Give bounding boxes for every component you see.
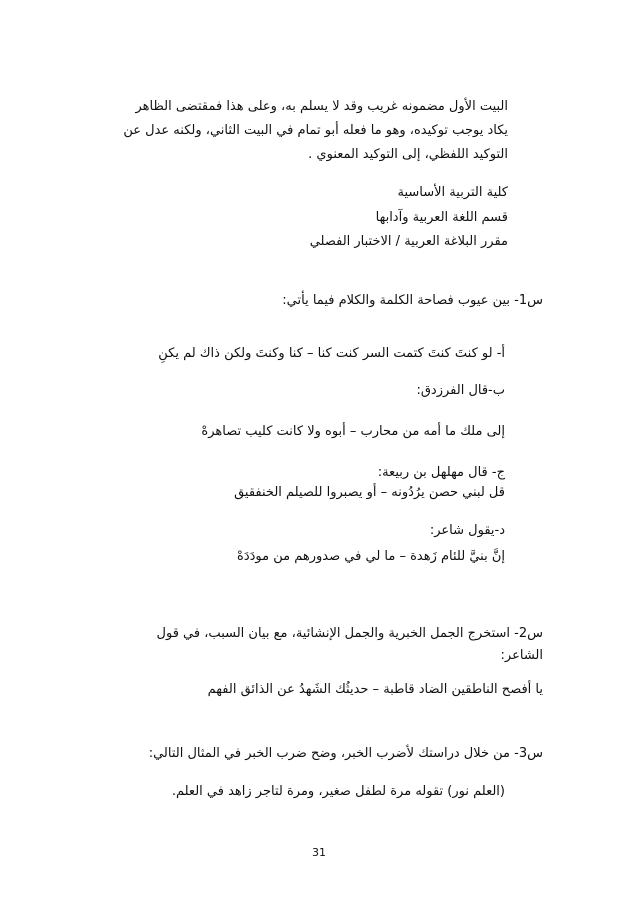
header-course: مقرر البلاغة العربية / الاختبار الفصلي [309,234,508,249]
page-number: 31 [312,846,326,859]
header-department: قسم اللغة العربية وآدابها [375,210,508,225]
question-2-title-cont: الشاعر: [500,648,543,663]
q1-item-a: أ- لو كنتَ كنتَ كتمت السر كنت كنا – كنا وكنتَ ولكن ذاك لم يكنِ [158,346,505,361]
intro-line-2: يكاد يوجب توكيده، وهو ما فعله أبو تمام في البيت الثاني، ولكنه عدل عن [123,123,508,138]
question-2-title: س2- استخرج الجمل الخبرية والجمل الإنشائية، مع بيان السبب، في قول [156,626,543,641]
question-3-title: س3- من خلال دراستك لأضرب الخبر، وضح ضرب الخبر في المثال التالي: [148,746,543,761]
intro-line-3: التوكيد اللفظي، إلى التوكيد المعنوي . [308,147,508,162]
q1-item-c-label: ج- قال مهلهل بن ربيعة: [377,465,505,480]
question-2-verse: يا أفصح الناطقين الضاد قاطبة – حديثُك الشَهدُ عن الذائق الفهم [207,682,543,697]
intro-line-1: البيت الأول مضمونه غريب وقد لا يسلم به، وعلى هذا فمقتضى الظاهر [135,99,508,114]
q1-item-d-label: د-يقول شاعر: [429,523,505,538]
question-3-text: (العلم نور) تقوله مرة لطفل صغير، ومرة لتاجر زاهد في العلم. [171,784,505,799]
q1-item-b-label: ب-قال الفرزدق: [416,383,505,398]
header-college: كلية التربية الأساسية [397,185,508,200]
q1-item-c-verse: قل لبني حصن يرُدُونه – أو يصبروا للصيلم الخنفقيق [234,485,505,500]
question-1-title: س1- بين عيوب فصاحة الكلمة والكلام فيما يأتي: [282,293,543,308]
q1-item-d-verse: إنَّ بنيَّ للئام زَهدة – ما لي في صدورهم من مودَدَهْ [237,549,505,564]
q1-item-b-verse: إلى ملك ما أمه من محارب – أبوه ولا كانت كليب تصاهرهْ [201,424,505,439]
